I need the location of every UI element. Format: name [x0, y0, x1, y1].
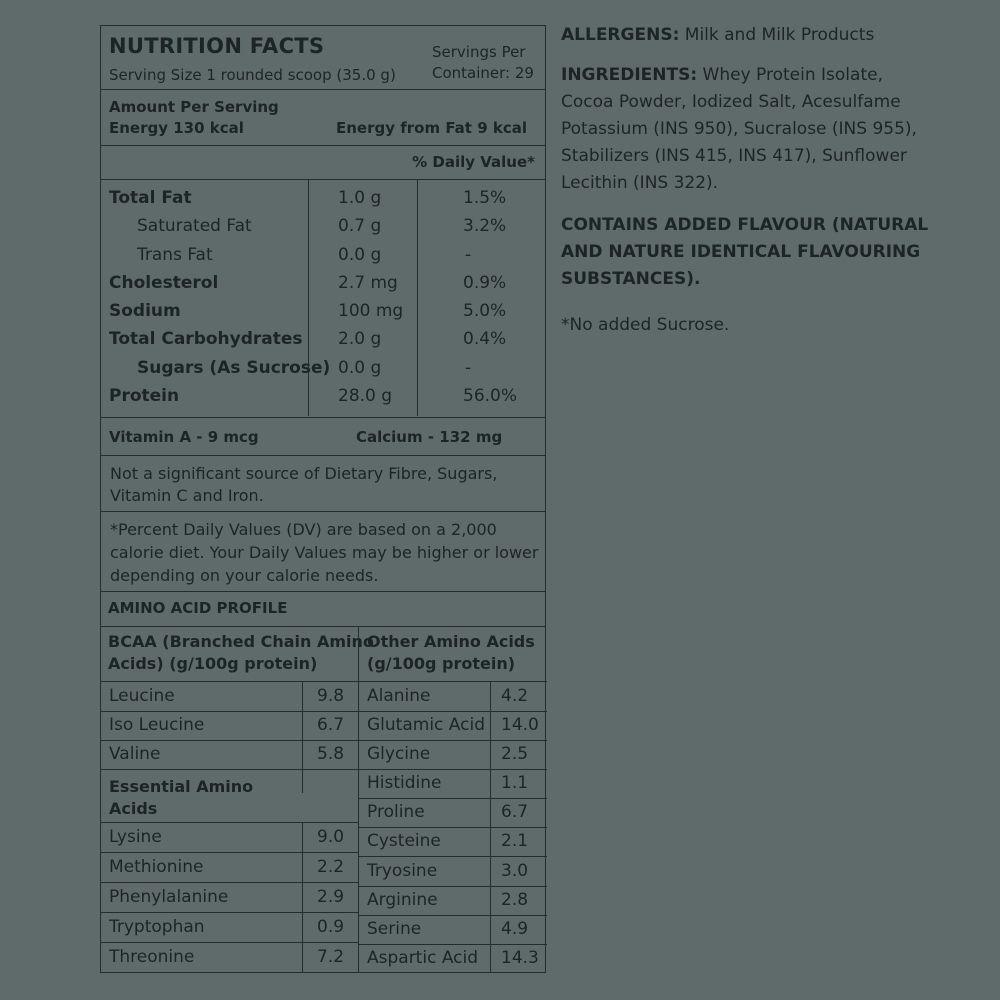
amino-value: 2.9 [317, 887, 345, 907]
amino-value: 14.3 [501, 948, 539, 968]
nutrient-dv: - [465, 358, 472, 378]
amount-per-serving-section [101, 90, 545, 146]
serving-size: Serving Size 1 rounded scoop (35.0 g) [109, 66, 396, 84]
vitamin-a: Vitamin A - 9 mcg [109, 428, 259, 446]
amino-value: 1.1 [501, 773, 529, 793]
energy: Energy 130 kcal [109, 119, 244, 137]
amino-name: Tryptophan [109, 917, 205, 937]
bcaa-header-line2: Acids) (g/100g protein) [108, 654, 318, 673]
other-header-line2: (g/100g protein) [367, 654, 516, 673]
ingredients-line5: Lecithin (INS 322). [561, 173, 719, 193]
servings-per-container-line2: Container: 29 [432, 64, 534, 82]
ingredients-line1: Whey Protein Isolate, [702, 65, 883, 85]
nutrition-facts-panel [100, 25, 546, 973]
nutrient-name: Sugars (As Sucrose) [137, 358, 331, 378]
nutrient-amount: 100 mg [338, 301, 404, 321]
ingredients [561, 62, 981, 197]
amino-value: 2.2 [317, 857, 345, 877]
nutrient-name: Protein [109, 386, 180, 406]
amino-value: 6.7 [317, 715, 345, 735]
nutrient-amount: 1.0 g [338, 188, 382, 208]
ingredients-line3: Potassium (INS 950), Sucralose (INS 955), [561, 119, 917, 139]
amino-name: Glutamic Acid [367, 715, 485, 735]
nutrient-amount: 0.0 g [338, 358, 382, 378]
nutrient-amount: 2.0 g [338, 329, 382, 349]
nutrient-amount: 0.0 g [338, 245, 382, 265]
amino-name: Cysteine [367, 831, 441, 851]
amino-name: Aspartic Acid [367, 948, 479, 968]
nutrient-dv: - [465, 245, 472, 265]
amino-name: Leucine [109, 686, 175, 706]
flavour-note [561, 212, 981, 293]
nutrient-amount: 0.7 g [338, 216, 382, 236]
nutrient-name: Sodium [109, 301, 181, 321]
amino-value: 4.2 [501, 686, 529, 706]
dv-note-line2: calorie diet. Your Daily Values may be higher or lower [110, 543, 539, 562]
amino-value: 2.5 [501, 744, 529, 764]
sucrose-note: *No added Sucrose. [561, 315, 730, 335]
amount-per-serving: Amount Per Serving [109, 98, 279, 116]
amino-value: 2.8 [501, 890, 529, 910]
nutrient-amount: 2.7 mg [338, 273, 398, 293]
ingredients-line4: Stabilizers (INS 415, INS 417), Sunflower [561, 146, 907, 166]
nutrient-name: Cholesterol [109, 273, 219, 293]
not-significant-section [101, 456, 545, 512]
daily-value-header: % Daily Value* [412, 153, 535, 171]
amino-value: 3.0 [501, 861, 529, 881]
allergens-text: Milk and Milk Products [684, 25, 875, 45]
nutrition-title: NUTRITION FACTS [109, 34, 325, 58]
amino-value: 9.0 [317, 827, 345, 847]
not-significant-line2: Vitamin C and Iron. [110, 486, 264, 505]
nutrient-dv: 0.4% [463, 329, 507, 349]
dv-note-section [101, 512, 545, 592]
amino-title: AMINO ACID PROFILE [108, 599, 288, 617]
daily-value-header-row [101, 146, 545, 180]
nutrient-table [101, 180, 545, 418]
servings-per-container-line1: Servings Per [432, 43, 526, 61]
nutrient-dv: 0.9% [463, 273, 507, 293]
dv-note-line3: depending on your calorie needs. [110, 566, 379, 585]
bcaa-header-line1: BCAA (Branched Chain Amino [108, 632, 374, 651]
nutrient-name: Total Carbohydrates [109, 329, 303, 349]
amino-name: Alanine [367, 686, 431, 706]
amino-name: Serine [367, 919, 422, 939]
essential-header-line1: Essential Amino [109, 777, 254, 796]
dv-note-line1: *Percent Daily Values (DV) are based on a 2,000 [110, 520, 497, 539]
amino-title-row [101, 592, 545, 627]
amino-name: Glycine [367, 744, 431, 764]
ingredients-label: INGREDIENTS: [561, 65, 698, 85]
calcium: Calcium - 132 mg [356, 428, 503, 446]
amino-value: 2.1 [501, 831, 529, 851]
amino-value: 0.9 [317, 917, 345, 937]
amino-name: Valine [109, 744, 161, 764]
amino-name: Iso Leucine [109, 715, 205, 735]
amino-name: Histidine [367, 773, 442, 793]
amino-value: 9.8 [317, 686, 345, 706]
amino-name: Methionine [109, 857, 204, 877]
nutrition-header [101, 26, 545, 90]
flavour-line1: CONTAINS ADDED FLAVOUR (NATURAL [561, 215, 929, 235]
vitamins-row [101, 418, 545, 456]
not-significant-line1: Not a significant source of Dietary Fibre, Sugars, [110, 464, 498, 483]
nutrient-name: Saturated Fat [137, 216, 252, 236]
nutrient-dv: 56.0% [463, 386, 518, 406]
amino-value: 14.0 [501, 715, 539, 735]
amino-name: Phenylalanine [109, 887, 229, 907]
amino-name: Lysine [109, 827, 162, 847]
amino-value: 6.7 [501, 802, 529, 822]
nutrient-dv: 3.2% [463, 216, 507, 236]
amino-value: 5.8 [317, 744, 345, 764]
nutrient-amount: 28.0 g [338, 386, 393, 406]
nutrient-name: Total Fat [109, 188, 192, 208]
amino-value: 4.9 [501, 919, 529, 939]
ingredients-line2: Cocoa Powder, Iodized Salt, Acesulfame [561, 92, 901, 112]
flavour-line2: AND NATURE IDENTICAL FLAVOURING [561, 242, 921, 262]
amino-table [101, 627, 545, 972]
amino-name: Proline [367, 802, 425, 822]
amino-value: 7.2 [317, 947, 345, 967]
other-header-line1: Other Amino Acids [367, 632, 535, 651]
energy-from-fat: Energy from Fat 9 kcal [336, 119, 527, 137]
allergens [561, 22, 981, 49]
nutrient-dv: 1.5% [463, 188, 507, 208]
allergens-label: ALLERGENS: [561, 25, 680, 45]
flavour-line3: SUBSTANCES). [561, 269, 701, 289]
amino-name: Arginine [367, 890, 438, 910]
amino-name: Tryosine [367, 861, 438, 881]
nutrient-name: Trans Fat [137, 245, 213, 265]
essential-header-line2: Acids [109, 799, 158, 818]
amino-name: Threonine [109, 947, 195, 967]
nutrient-dv: 5.0% [463, 301, 507, 321]
